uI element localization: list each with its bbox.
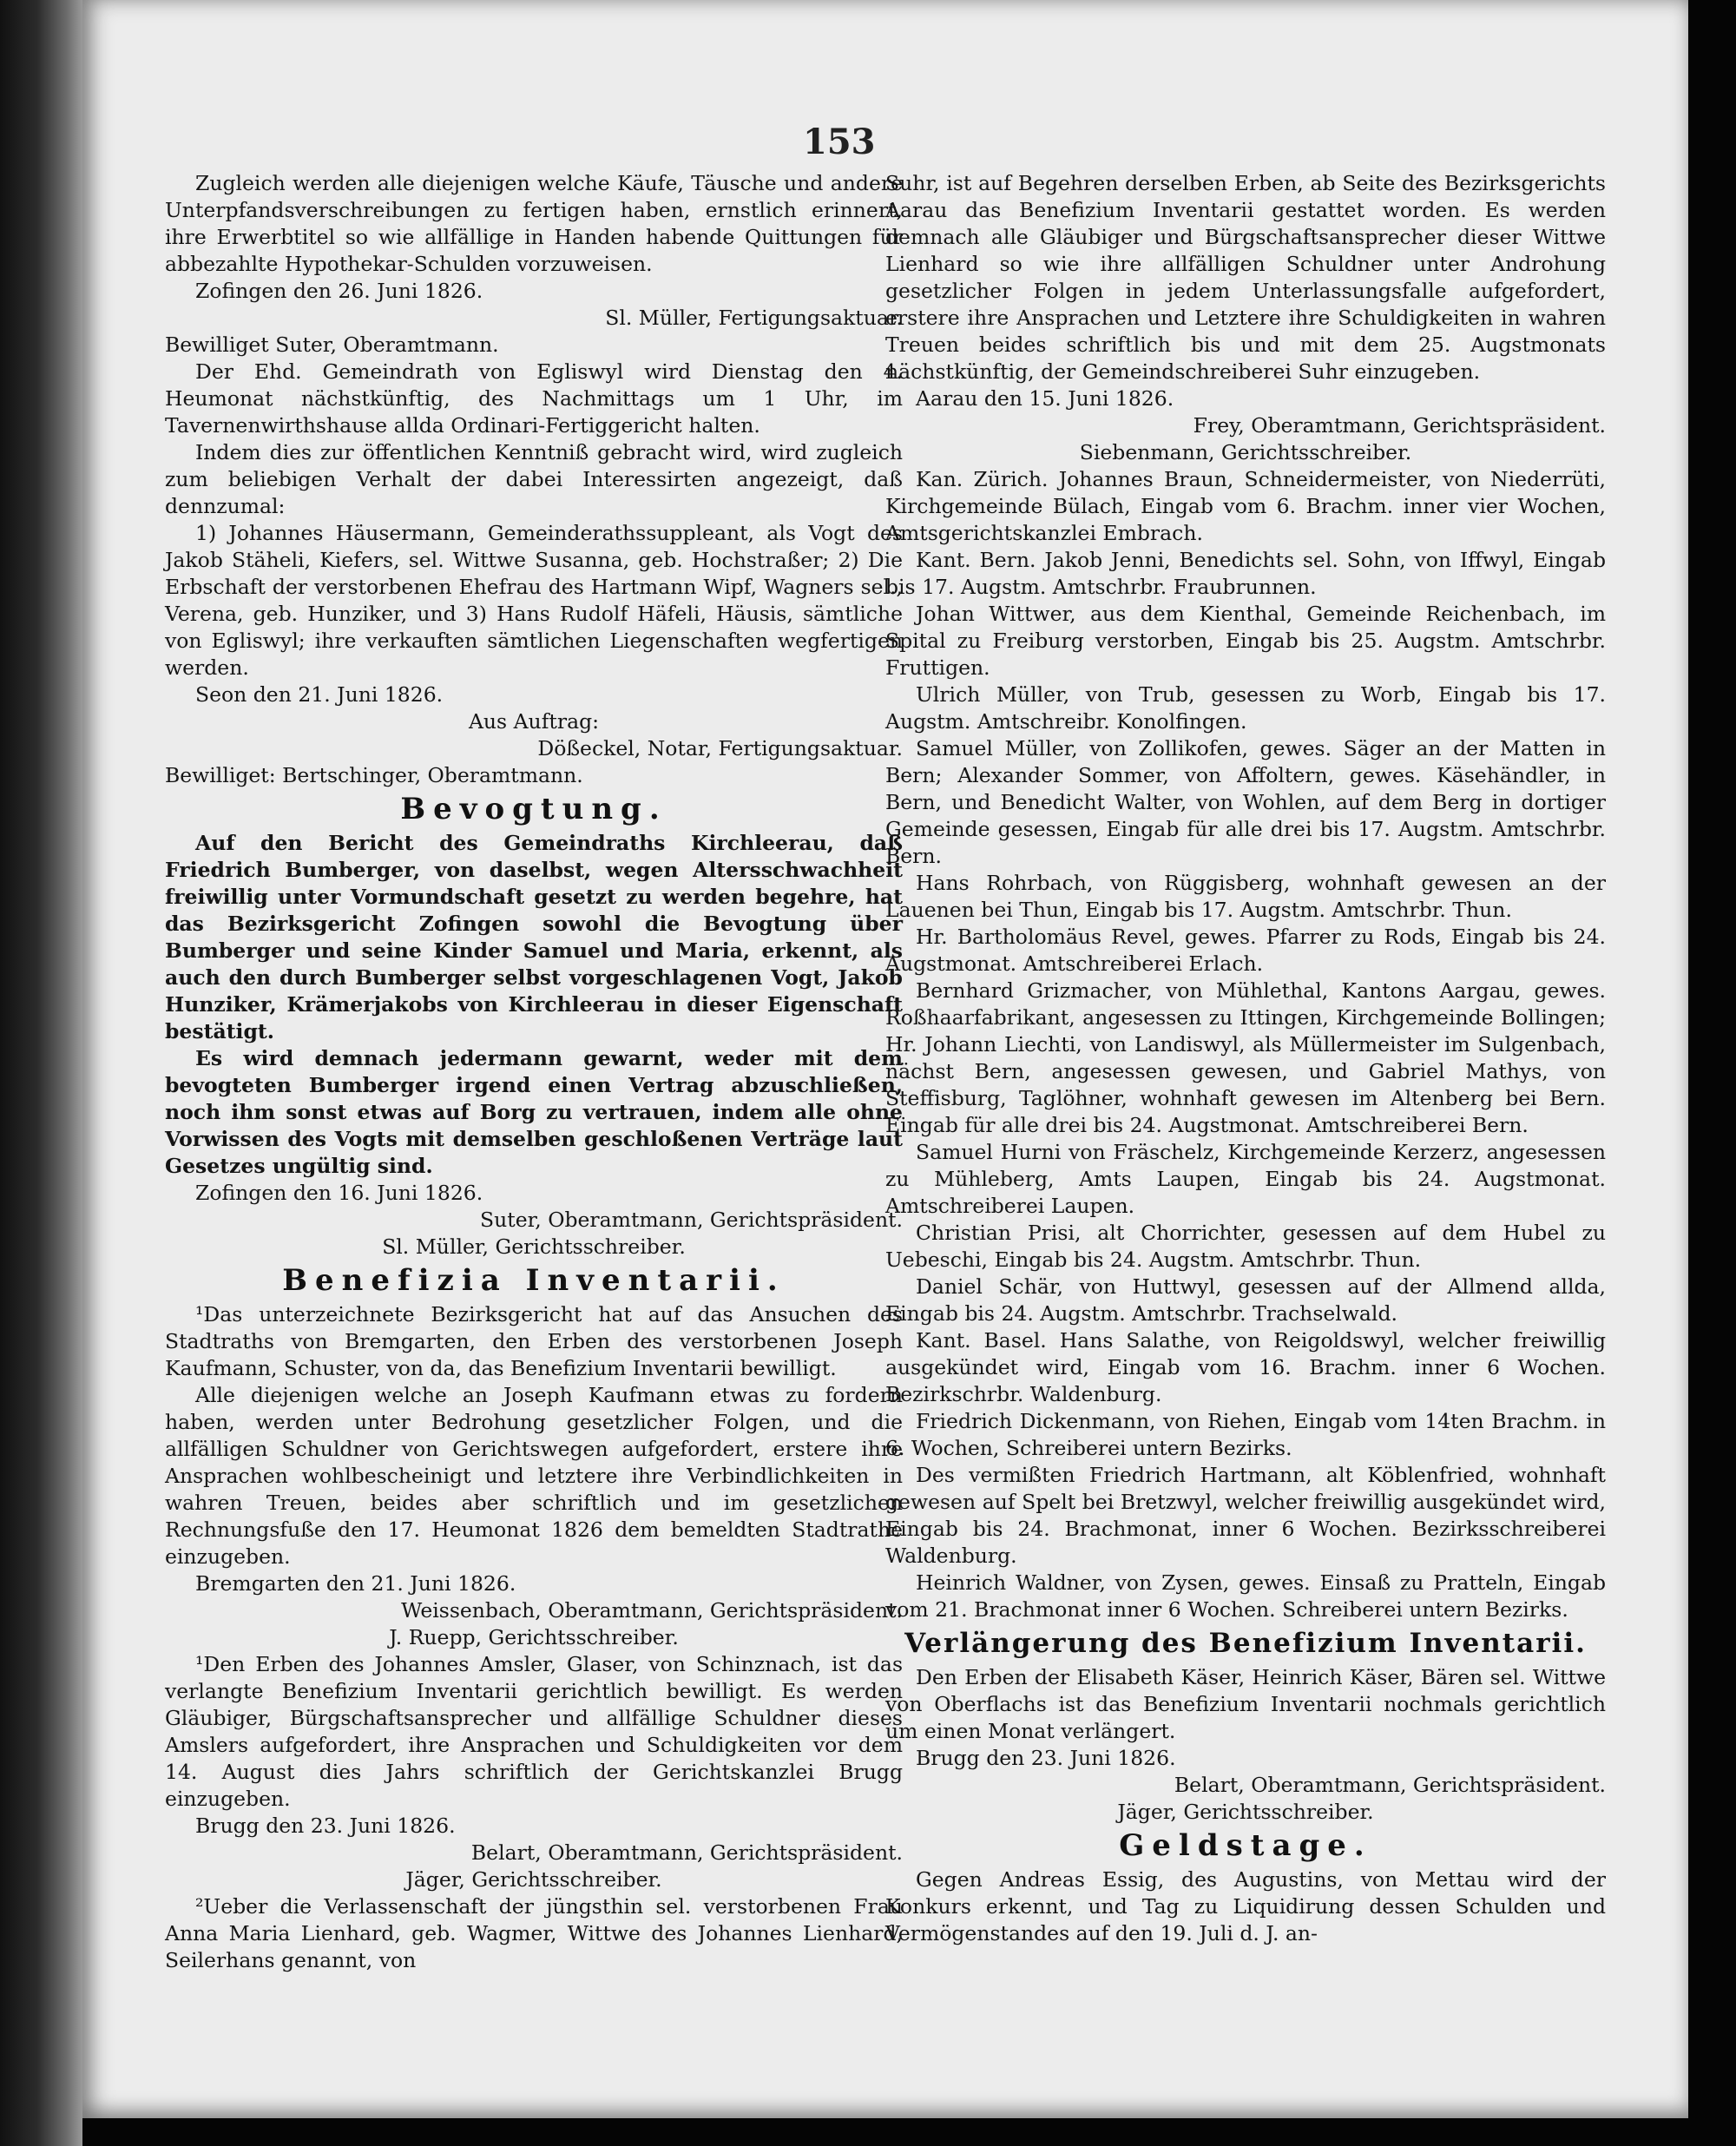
list-item: Samuel Hurni von Fräschelz, Kirchgemeinde Kerzerz, angesessen zu Mühleberg, Amts Laupen, Eingab bis 24. Augstmonat. Amtschreiberei Laupen. <box>885 1140 1606 1218</box>
date-line: Seon den 21. Juni 1826. <box>195 682 444 707</box>
signature: Siebenmann, Gerichtsschreiber. <box>1079 440 1412 464</box>
list-item: Bernhard Grizmacher, von Mühlethal, Kantons Aargau, gewes. Roßhaarfabrikant, angesessen zu Ittingen, Kirchgemeinde Bollingen; Hr. Johann Liechti, von Landiswyl, als Müllermeister im Sulgenbach, nächst Bern, angesessen gewesen, und Gabriel Mathys, von Steffisburg, Taglöhner, wohnhaft gewesen im Altenberg bei Bern. Eingab für alle drei bis 24. Augstmonat. Amtschreiberei Bern. <box>885 978 1606 1137</box>
paragraph: Alle diejenigen welche an Joseph Kaufmann etwas zu fordern haben, werden unter Bedrohung gesetzlicher Folgen, und die allfälligen Schuldner von Gerichtswegen aufgefordert, erstere ihre Ansprachen wohlbescheinigt und letztere ihre Verbindlichkeiten in wahren Treuen, beides aber schriftlich und im gesetzlichen Rechnungsfuße den 17. Heumonat 1826 dem bemeldten Stadtrathe einzugeben. <box>165 1383 903 1569</box>
section-heading-geldstage: Geldstage. <box>1119 1828 1372 1863</box>
signature: Sl. Müller, Gerichtsschreiber. <box>382 1234 686 1259</box>
paragraph: ¹Den Erben des Johannes Amsler, Glaser, von Schinznach, ist das verlangte Benefizium Inventarii gerichtlich bewilligt. Es werden Gläubiger, Bürgschaftsansprecher und allfällige Schuldner dieses Amslers aufgefordert, ihre Ansprachen und Schuldigkeiten vor dem 14. August dies Jahrs schriftlich der Gerichtskanzlei Brugg einzugeben. <box>165 1652 903 1811</box>
book-spine <box>0 0 82 2146</box>
section-heading-verlaengerung: Verlängerung des Benefizium Inventarii. <box>904 1628 1587 1659</box>
date-line: Aarau den 15. Juni 1826. <box>916 386 1174 411</box>
list-item: Hans Rohrbach, von Rüggisberg, wohnhaft gewesen an der Lauenen bei Thun, Eingab bis 17. Augstm. Amtschrbr. Thun. <box>885 871 1606 922</box>
paragraph: Es wird demnach jedermann gewarnt, weder mit dem bevogteten Bumberger irgend einen Vertrag abzuschließen, noch ihm sonst etwas auf Borg zu vertrauen, indem alle ohne Vorwissen des Vogts mit demselben geschloßenen Verträge laut Gesetzes ungültig sind. <box>165 1046 903 1178</box>
paragraph: ¹Das unterzeichnete Bezirksgericht hat auf das Ansuchen des Stadtraths von Bremgarten, den Erben des verstorbenen Joseph Kaufmann, Schuster, von da, das Benefizium Inventarii bewilligt. <box>165 1302 903 1380</box>
paragraph: 1) Johannes Häusermann, Gemeinderathssuppleant, als Vogt des Jakob Stäheli, Kiefers, sel. Wittwe Susanna, geb. Hochstraßer; 2) Die Erbschaft der verstorbenen Ehefrau des Hartmann Wipf, Wagners sel., Verena, geb. Hunziker, und 3) Hans Rudolf Häfeli, Häusis, sämtliche von Egliswyl; ihre verkauften sämtlichen Liegenschaften wegfertigen werden. <box>165 521 903 680</box>
list-item: Christian Prisi, alt Chorrichter, gesessen auf dem Hubel zu Uebeschi, Eingab bis 24. Augstm. Amtschrbr. Thun. <box>885 1221 1606 1272</box>
signature: J. Ruepp, Gerichtsschreiber. <box>389 1625 679 1649</box>
date-line: Zofingen den 16. Juni 1826. <box>195 1181 483 1205</box>
paragraph: ²Ueber die Verlassenschaft der jüngsthin sel. verstorbenen Frau Anna Maria Lienhard, geb. Wagmer, Wittwe des Johannes Lienhard, Seilerhans genannt, von <box>165 1894 903 1972</box>
signature: Jäger, Gerichtsschreiber. <box>405 1867 662 1892</box>
section-heading-bevogtung: Bevogtung. <box>400 792 667 826</box>
left-column <box>165 170 903 1974</box>
signature: Suter, Oberamtmann, Gerichtspräsident. <box>480 1208 903 1232</box>
signature: Jäger, Gerichtsschreiber. <box>1117 1800 1374 1824</box>
document-page <box>82 0 1688 2118</box>
date-line: Brugg den 23. Juni 1826. <box>916 1746 1176 1770</box>
signature: Belart, Oberamtmann, Gerichtspräsident. <box>1174 1773 1606 1797</box>
paragraph: Der Ehd. Gemeindrath von Egliswyl wird Dienstag den 4. Heumonat nächstkünftig, des Nachmittags um 1 Uhr, im Tavernenwirthshause allda Ordinari-Fertiggericht halten. <box>165 359 903 438</box>
approval-line: Bewilliget Suter, Oberamtmann. <box>165 332 499 357</box>
list-item: Kant. Basel. Hans Salathe, von Reigoldswyl, welcher freiwillig ausgekündet wird, Eingab vom 16. Brachm. inner 6 Wochen. Bezirkschrbr. Waldenburg. <box>885 1328 1606 1406</box>
mandate-line: Aus Auftrag: <box>468 709 600 734</box>
right-column <box>885 170 1606 1947</box>
list-item: Ulrich Müller, von Trub, gesessen zu Worb, Eingab bis 17. Augstm. Amtschreibr. Konolfingen. <box>885 682 1606 734</box>
paragraph: Den Erben der Elisabeth Käser, Heinrich Käser, Bären sel. Wittwe von Oberflachs ist das Benefizium Inventarii nochmals gerichtlich um einen Monat verlängert. <box>885 1665 1606 1743</box>
paragraph: Zugleich werden alle diejenigen welche Käufe, Täusche und andere Unterpfandsverschreibungen zu fertigen haben, ernstlich erinnert, ihre Erwerbtitel so wie allfällige in Handen habende Quittungen für abbezahlte Hypothekar-Schulden vorzuweisen. <box>165 171 903 276</box>
paragraph: Indem dies zur öffentlichen Kenntniß gebracht wird, wird zugleich zum beliebigen Verhalt der dabei Interessirten angezeigt, daß dennzumal: <box>165 440 903 518</box>
paragraph: Suhr, ist auf Begehren derselben Erben, ab Seite des Bezirksgerichts Aarau das Benefizium Inventarii gestattet worden. Es werden demnach alle Gläubiger und Bürgschaftsansprecher dieser Wittwe Lienhard so wie ihre allfälligen Schuldner unter Androhung gesetzlicher Folgen in jedem Unterlassungsfalle aufgefordert, erstere ihre Ansprachen und Letztere ihre Schuldigkeiten in wahren Treuen beides schriftlich bis und mit dem 25. Augstmonats nächstkünftig, der Gemeindschreiberei Suhr einzugeben. <box>885 171 1606 384</box>
list-item: Samuel Müller, von Zollikofen, gewes. Säger an der Matten in Bern; Alexander Sommer, von Affoltern, gewes. Käsehändler, in Bern, und Benedicht Walter, von Wohlen, auf dem Berg in dortiger Gemeinde gesessen, Eingab für alle drei bis 17. Augstm. Amtschrbr. Bern. <box>885 736 1606 868</box>
page-number: 153 <box>803 122 876 162</box>
paragraph: Auf den Bericht des Gemeindraths Kirchleerau, daß Friedrich Bumberger, von daselbst, wegen Altersschwachheit freiwillig unter Vormundschaft gesetzt zu werden begehre, hat das Bezirksgericht Zofingen sowohl die Bevogtung über Bumberger und seine Kinder Samuel und Maria, erkennt, als auch den durch Bumberger selbst vorgeschlagenen Vogt, Jakob Hunziker, Krämerjakobs von Kirchleerau in dieser Eigenschaft bestätigt. <box>165 831 903 1043</box>
signature: Frey, Oberamtmann, Gerichtspräsident. <box>1193 413 1606 438</box>
list-item: Johan Wittwer, aus dem Kienthal, Gemeinde Reichenbach, im Spital zu Freiburg verstorben, Eingab bis 25. Augstm. Amtschrbr. Fruttigen. <box>885 602 1606 680</box>
signature: Sl. Müller, Fertigungsaktuar. <box>605 306 903 330</box>
list-item: Kan. Zürich. Johannes Braun, Schneidermeister, von Niederrüti, Kirchgemeinde Bülach, Eingab vom 6. Brachm. inner vier Wochen, Amtsgerichtskanzlei Embrach. <box>885 467 1606 545</box>
date-line: Brugg den 23. Juni 1826. <box>195 1814 456 1838</box>
section-heading-benefizia: Benefizia Inventarii. <box>282 1263 786 1298</box>
signature: Dößeckel, Notar, Fertigungsaktuar. <box>537 736 903 760</box>
list-item: Heinrich Waldner, von Zysen, gewes. Einsaß zu Pratteln, Eingab vom 21. Brachmonat inner 6 Wochen. Schreiberei untern Bezirks. <box>885 1570 1606 1622</box>
list-item: Daniel Schär, von Huttwyl, gesessen auf der Allmend allda, Eingab bis 24. Augstm. Amtschrbr. Trachselwald. <box>885 1274 1606 1326</box>
date-line: Bremgarten den 21. Juni 1826. <box>195 1571 516 1596</box>
list-item: Des vermißten Friedrich Hartmann, alt Köblenfried, wohnhaft gewesen auf Spelt bei Bretzwyl, welcher freiwillig ausgekündet wird, Eingab bis 24. Brachmonat, inner 6 Wochen. Bezirksschreiberei Waldenburg. <box>885 1463 1606 1568</box>
list-item: Kant. Bern. Jakob Jenni, Benedichts sel. Sohn, von Iffwyl, Eingab bis 17. Augstm. Amtschrbr. Fraubrunnen. <box>885 548 1606 599</box>
paragraph: Gegen Andreas Essig, des Augustins, von Mettau wird der Konkurs erkennt, und Tag zu Liquidirung dessen Schulden und Vermögenstandes auf den 19. Juli d. J. an- <box>885 1867 1606 1945</box>
date-line: Zofingen den 26. Juni 1826. <box>195 279 483 303</box>
signature: Belart, Oberamtmann, Gerichtspräsident. <box>470 1840 903 1865</box>
approval-line: Bewilliget: Bertschinger, Oberamtmann. <box>165 763 583 787</box>
list-item: Friedrich Dickenmann, von Riehen, Eingab vom 14ten Brachm. in 6. Wochen, Schreiberei untern Bezirks. <box>885 1409 1606 1460</box>
list-item: Hr. Bartholomäus Revel, gewes. Pfarrer zu Rods, Eingab bis 24. Augstmonat. Amtschreiberei Erlach. <box>885 925 1606 976</box>
signature: Weissenbach, Oberamtmann, Gerichtspräsident. <box>401 1598 903 1623</box>
